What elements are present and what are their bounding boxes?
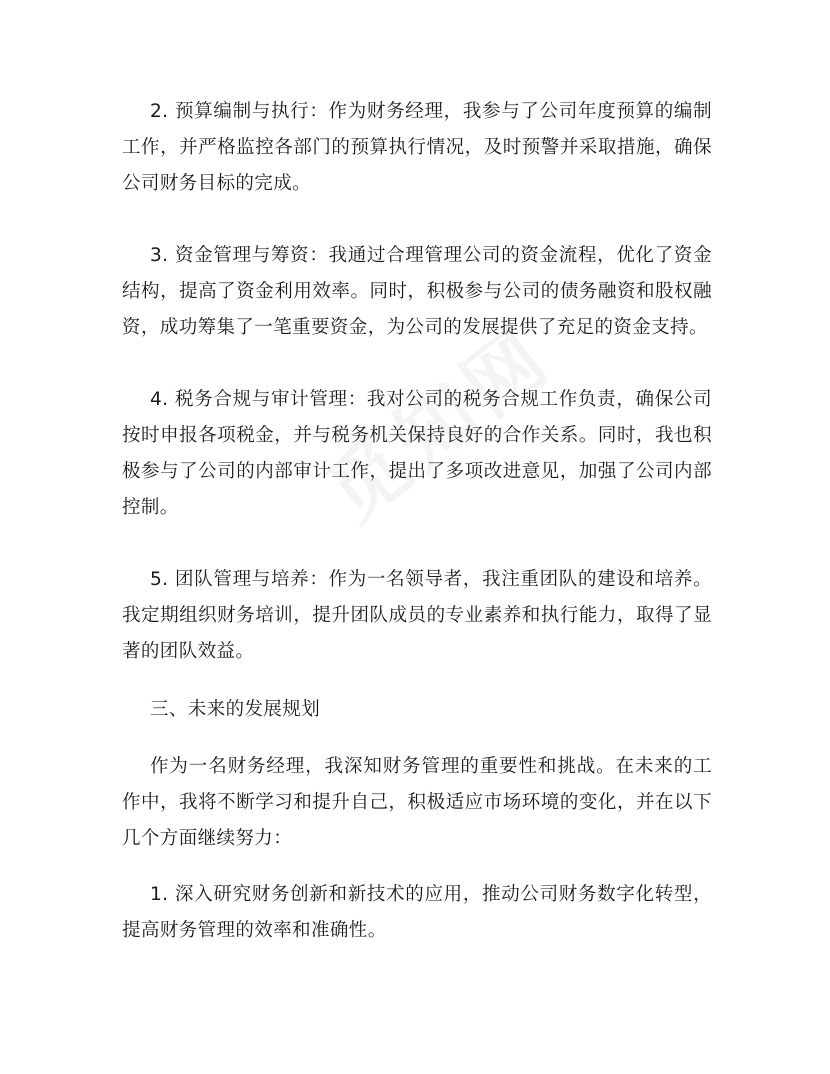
paragraph-tax-audit: 4. 税务合规与审计管理：我对公司的税务合规工作负责，确保公司按时申报各项税金，并与税务机关保持良好的合作关系。同时，我也积极参与了公司的内部审计工作，提出了多项改进意见，加强了公司内部控制。	[122, 389, 712, 518]
document-body	[122, 94, 712, 949]
section-heading-future-plan: 三、未来的发展规划	[150, 699, 321, 720]
paragraph-funding: 3. 资金管理与筹资：我通过合理管理公司的资金流程，优化了资金结构，提高了资金利用效率。同时，积极参与公司的债务融资和股权融资，成功筹集了一笔重要资金，为公司的发展提供了充足的资金支持。	[122, 245, 712, 338]
paragraph-future-intro: 作为一名财务经理，我深知财务管理的重要性和挑战。在未来的工作中，我将不断学习和提升自己，积极适应市场环境的变化，并在以下几个方面继续努力：	[122, 756, 712, 849]
paragraph-team: 5. 团队管理与培养：作为一名领导者，我注重团队的建设和培养。我定期组织财务培训，提升团队成员的专业素养和执行能力，取得了显著的团队效益。	[122, 569, 712, 662]
paragraph-future-item-1: 1. 深入研究财务创新和新技术的应用，推动公司财务数字化转型，提高财务管理的效率和准确性。	[122, 884, 712, 941]
paragraph-budget: 2. 预算编制与执行：作为财务经理，我参与了公司年度预算的编制工作，并严格监控各部门的预算执行情况，及时预警并采取措施，确保公司财务目标的完成。	[122, 101, 712, 194]
